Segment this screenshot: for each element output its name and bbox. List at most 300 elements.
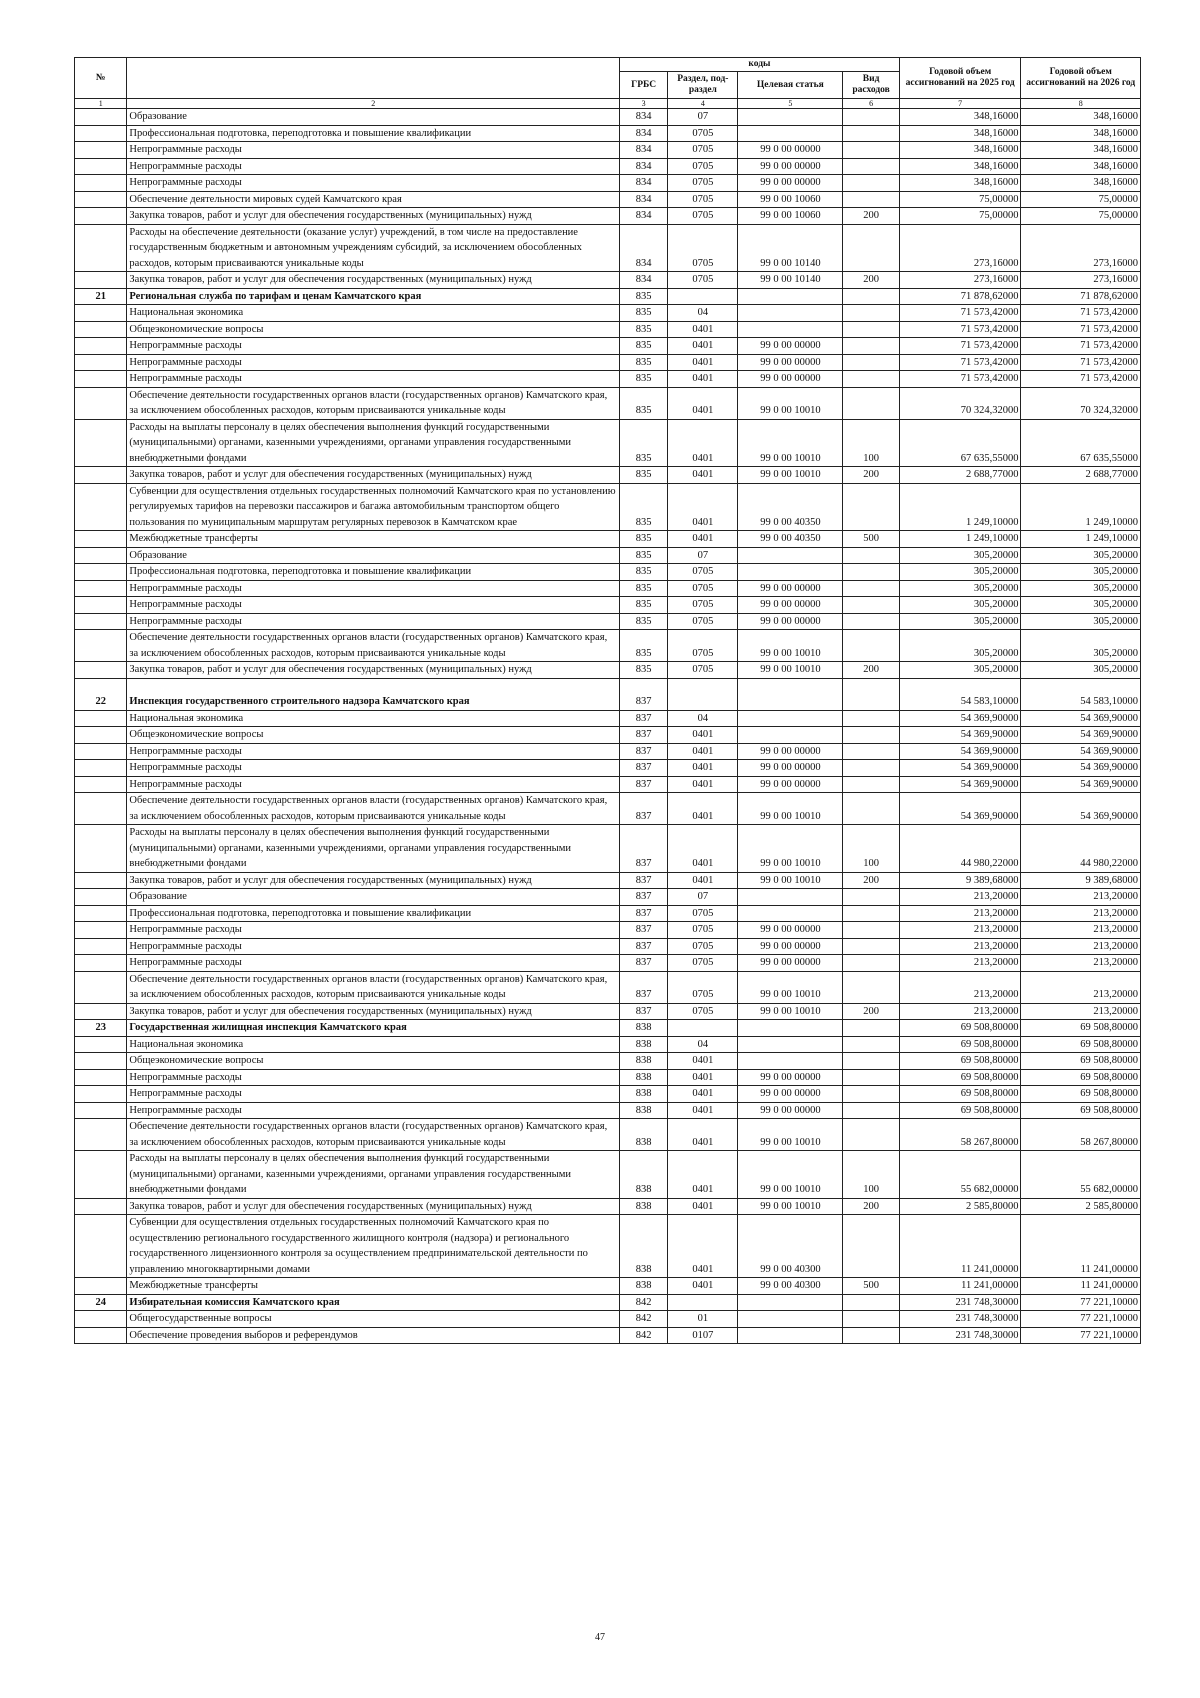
row-section: 0401: [668, 727, 738, 744]
row-target: 99 0 00 00000: [738, 354, 843, 371]
row-target: 99 0 00 10010: [738, 1119, 843, 1151]
row-vol-2025: 11 241,00000: [899, 1278, 1021, 1295]
row-vol-2026: 69 508,80000: [1021, 1086, 1141, 1103]
row-section: 0401: [668, 371, 738, 388]
row-kind: [843, 1327, 900, 1344]
row-vol-2026: 348,16000: [1021, 109, 1141, 126]
row-number: [75, 889, 127, 906]
row-vol-2025: 9 389,68000: [899, 872, 1021, 889]
row-vol-2026: 54 369,90000: [1021, 743, 1141, 760]
table-row: [75, 338, 1141, 355]
table-row: [75, 1311, 1141, 1328]
row-name: Общегосударственные вопросы: [127, 1311, 620, 1328]
row-vol-2025: 305,20000: [899, 547, 1021, 564]
row-target: [738, 109, 843, 126]
row-vol-2025: 70 324,32000: [899, 387, 1021, 419]
table-row: [75, 1278, 1141, 1295]
row-number: [75, 483, 127, 531]
row-section: 0705: [668, 938, 738, 955]
row-section: 0705: [668, 142, 738, 159]
table-row: [75, 760, 1141, 777]
row-vol-2026: 213,20000: [1021, 955, 1141, 972]
row-section: 0705: [668, 955, 738, 972]
table-row: [75, 580, 1141, 597]
row-target: [738, 889, 843, 906]
row-vol-2025: 75,00000: [899, 191, 1021, 208]
row-vol-2026: 71 573,42000: [1021, 338, 1141, 355]
row-number: [75, 1069, 127, 1086]
table-row: [75, 191, 1141, 208]
row-kind: [843, 158, 900, 175]
row-vol-2025: 67 635,55000: [899, 419, 1021, 467]
row-kind: [843, 305, 900, 322]
row-vol-2026: 77 221,10000: [1021, 1311, 1141, 1328]
row-kind: [843, 354, 900, 371]
row-kind: 200: [843, 662, 900, 679]
row-target: 99 0 00 10010: [738, 971, 843, 1003]
row-vol-2025: 71 573,42000: [899, 305, 1021, 322]
row-kind: 200: [843, 272, 900, 289]
row-vol-2026: 305,20000: [1021, 564, 1141, 581]
row-number: [75, 419, 127, 467]
row-vol-2026: 1 249,10000: [1021, 531, 1141, 548]
row-kind: [843, 142, 900, 159]
row-section: 0705: [668, 208, 738, 225]
row-vol-2025: 305,20000: [899, 580, 1021, 597]
row-number: [75, 727, 127, 744]
row-section: 0401: [668, 387, 738, 419]
row-vol-2025: 69 508,80000: [899, 1086, 1021, 1103]
row-number: [75, 1198, 127, 1215]
row-vol-2025: 69 508,80000: [899, 1020, 1021, 1037]
table-row: [75, 678, 1141, 710]
row-name: Непрограммные расходы: [127, 175, 620, 192]
row-kind: [843, 1311, 900, 1328]
row-vol-2025: 213,20000: [899, 955, 1021, 972]
table-row: [75, 158, 1141, 175]
table-row: [75, 321, 1141, 338]
table-row: [75, 727, 1141, 744]
row-grbs: 834: [620, 208, 668, 225]
row-section: 0401: [668, 338, 738, 355]
row-name: Обеспечение деятельности государственных органов власти (государственных органов) Камчатского края, за исключением обособленных расходов, которым присваиваются уникальные коды: [127, 793, 620, 825]
table-row: [75, 1119, 1141, 1151]
row-section: 0401: [668, 354, 738, 371]
row-name: Межбюджетные трансферты: [127, 1278, 620, 1295]
row-section: 0401: [668, 1102, 738, 1119]
row-section: 0401: [668, 467, 738, 484]
row-target: [738, 564, 843, 581]
table-row: [75, 905, 1141, 922]
row-target: 99 0 00 00000: [738, 1086, 843, 1103]
row-number: [75, 1151, 127, 1199]
row-grbs: 842: [620, 1311, 668, 1328]
table-row: [75, 1069, 1141, 1086]
row-number: [75, 922, 127, 939]
row-grbs: 835: [620, 338, 668, 355]
row-kind: [843, 727, 900, 744]
row-name: Обеспечение деятельности государственных органов власти (государственных органов) Камчатского края, за исключением обособленных расходов, которым присваиваются уникальные коды: [127, 1119, 620, 1151]
table-row: [75, 872, 1141, 889]
row-target: 99 0 00 10010: [738, 825, 843, 873]
row-target: [738, 727, 843, 744]
row-grbs: 837: [620, 971, 668, 1003]
row-name: Непрограммные расходы: [127, 760, 620, 777]
row-vol-2026: 213,20000: [1021, 905, 1141, 922]
table-row: [75, 387, 1141, 419]
row-vol-2026: 55 682,00000: [1021, 1151, 1141, 1199]
row-grbs: 837: [620, 710, 668, 727]
row-name: Закупка товаров, работ и услуг для обеспечения государственных (муниципальных) нужд: [127, 1003, 620, 1020]
row-section: 0401: [668, 872, 738, 889]
row-kind: [843, 288, 900, 305]
table-row: [75, 483, 1141, 531]
header-target: Целевая статья: [738, 72, 843, 99]
table-row: [75, 305, 1141, 322]
row-kind: [843, 1086, 900, 1103]
row-number: [75, 905, 127, 922]
row-vol-2025: 348,16000: [899, 175, 1021, 192]
row-grbs: 835: [620, 419, 668, 467]
row-grbs: 837: [620, 889, 668, 906]
row-name: Обеспечение деятельности государственных органов власти (государственных органов) Камчатского края, за исключением обособленных расходов, которым присваиваются уникальные коды: [127, 971, 620, 1003]
row-vol-2026: 75,00000: [1021, 208, 1141, 225]
row-kind: 200: [843, 467, 900, 484]
row-vol-2025: 55 682,00000: [899, 1151, 1021, 1199]
row-target: 99 0 00 10010: [738, 662, 843, 679]
row-section: 0705: [668, 971, 738, 1003]
row-section: [668, 1020, 738, 1037]
table-row: [75, 597, 1141, 614]
row-target: 99 0 00 00000: [738, 142, 843, 159]
row-target: 99 0 00 00000: [738, 371, 843, 388]
row-grbs: 834: [620, 125, 668, 142]
row-number: [75, 938, 127, 955]
row-number: [75, 371, 127, 388]
table-row: [75, 531, 1141, 548]
row-kind: [843, 678, 900, 710]
row-vol-2025: 213,20000: [899, 938, 1021, 955]
row-name: Образование: [127, 889, 620, 906]
row-grbs: 835: [620, 467, 668, 484]
row-grbs: 837: [620, 678, 668, 710]
row-number: [75, 1086, 127, 1103]
row-kind: [843, 1215, 900, 1278]
row-vol-2026: 71 573,42000: [1021, 371, 1141, 388]
row-target: [738, 905, 843, 922]
header-name: [127, 58, 620, 99]
row-number: [75, 710, 127, 727]
row-target: 99 0 00 10010: [738, 419, 843, 467]
row-target: 99 0 00 40300: [738, 1278, 843, 1295]
row-kind: [843, 547, 900, 564]
row-number: [75, 1003, 127, 1020]
row-kind: 200: [843, 1003, 900, 1020]
header-num: №: [75, 58, 127, 99]
row-section: 0705: [668, 662, 738, 679]
row-section: 0705: [668, 125, 738, 142]
row-grbs: 838: [620, 1020, 668, 1037]
row-grbs: 838: [620, 1198, 668, 1215]
row-vol-2025: 2 585,80000: [899, 1198, 1021, 1215]
row-target: 99 0 00 00000: [738, 1102, 843, 1119]
row-grbs: 837: [620, 793, 668, 825]
row-section: 0401: [668, 760, 738, 777]
row-kind: [843, 483, 900, 531]
row-vol-2025: 44 980,22000: [899, 825, 1021, 873]
row-name: Непрограммные расходы: [127, 955, 620, 972]
row-name: Непрограммные расходы: [127, 938, 620, 955]
row-name: Образование: [127, 109, 620, 126]
row-grbs: 838: [620, 1036, 668, 1053]
row-name: Избирательная комиссия Камчатского края: [127, 1294, 620, 1311]
row-vol-2025: 305,20000: [899, 564, 1021, 581]
row-number: [75, 272, 127, 289]
row-section: 04: [668, 710, 738, 727]
header-vol-2025: Годовой объем ассигнований на 2025 год: [899, 58, 1021, 99]
row-kind: [843, 371, 900, 388]
row-number: [75, 825, 127, 873]
table-row: [75, 1102, 1141, 1119]
row-kind: [843, 321, 900, 338]
row-grbs: 842: [620, 1294, 668, 1311]
row-section: 0705: [668, 564, 738, 581]
row-section: 0401: [668, 1278, 738, 1295]
row-vol-2025: 54 369,90000: [899, 710, 1021, 727]
row-number: 24: [75, 1294, 127, 1311]
row-vol-2026: 54 369,90000: [1021, 793, 1141, 825]
row-vol-2025: 348,16000: [899, 142, 1021, 159]
row-number: [75, 208, 127, 225]
table-row: [75, 175, 1141, 192]
row-number: [75, 387, 127, 419]
table-row: [75, 710, 1141, 727]
row-vol-2026: 54 583,10000: [1021, 678, 1141, 710]
row-name: Непрограммные расходы: [127, 776, 620, 793]
row-section: 0401: [668, 1086, 738, 1103]
row-target: 99 0 00 00000: [738, 1069, 843, 1086]
row-name: Непрограммные расходы: [127, 613, 620, 630]
row-name: Национальная экономика: [127, 710, 620, 727]
row-grbs: 835: [620, 387, 668, 419]
row-number: [75, 564, 127, 581]
row-target: 99 0 00 10140: [738, 224, 843, 272]
row-target: 99 0 00 10010: [738, 1003, 843, 1020]
row-number: [75, 597, 127, 614]
row-vol-2026: 54 369,90000: [1021, 776, 1141, 793]
row-grbs: 838: [620, 1069, 668, 1086]
row-kind: [843, 1020, 900, 1037]
table-row: [75, 1198, 1141, 1215]
row-section: 0705: [668, 175, 738, 192]
colnum: 8: [1021, 99, 1141, 109]
row-vol-2026: 273,16000: [1021, 272, 1141, 289]
row-grbs: 834: [620, 224, 668, 272]
row-vol-2026: 54 369,90000: [1021, 727, 1141, 744]
row-name: Расходы на обеспечение деятельности (оказание услуг) учреждений, в том числе на предоставление государственным бюджетным и автономным учреждениям субсидий, за исключением обособленных расходов, которым присваиваются уникальные коды: [127, 224, 620, 272]
row-vol-2025: 11 241,00000: [899, 1215, 1021, 1278]
row-vol-2025: 348,16000: [899, 158, 1021, 175]
row-target: [738, 288, 843, 305]
row-number: [75, 125, 127, 142]
row-target: [738, 321, 843, 338]
row-section: 0705: [668, 580, 738, 597]
row-vol-2026: 305,20000: [1021, 547, 1141, 564]
table-row: [75, 1020, 1141, 1037]
row-name: Непрограммные расходы: [127, 354, 620, 371]
row-section: 01: [668, 1311, 738, 1328]
row-vol-2025: 75,00000: [899, 208, 1021, 225]
row-number: [75, 224, 127, 272]
row-kind: [843, 793, 900, 825]
colnum: 1: [75, 99, 127, 109]
row-grbs: 838: [620, 1086, 668, 1103]
row-grbs: 835: [620, 321, 668, 338]
row-vol-2025: 305,20000: [899, 613, 1021, 630]
row-kind: [843, 938, 900, 955]
row-grbs: 835: [620, 613, 668, 630]
row-grbs: 837: [620, 760, 668, 777]
row-name: Субвенции для осуществления отдельных государственных полномочий Камчатского края по установлению регулируемых тарифов на перевозки пассажиров и багажа автомобильным транспортом общего пользования по муниципальным маршрутам регулярных перевозок в Камчатском крае: [127, 483, 620, 531]
row-grbs: 835: [620, 305, 668, 322]
row-target: [738, 1036, 843, 1053]
table-row: [75, 776, 1141, 793]
row-grbs: 835: [620, 371, 668, 388]
row-vol-2026: 58 267,80000: [1021, 1119, 1141, 1151]
row-number: [75, 305, 127, 322]
row-name: Непрограммные расходы: [127, 1102, 620, 1119]
row-section: 0401: [668, 531, 738, 548]
row-vol-2026: 44 980,22000: [1021, 825, 1141, 873]
row-kind: [843, 564, 900, 581]
row-vol-2025: 71 573,42000: [899, 338, 1021, 355]
budget-table: [74, 57, 1141, 1344]
row-kind: [843, 922, 900, 939]
table-row: [75, 1036, 1141, 1053]
table-row: [75, 825, 1141, 873]
row-name: Закупка товаров, работ и услуг для обеспечения государственных (муниципальных) нужд: [127, 208, 620, 225]
row-vol-2025: 69 508,80000: [899, 1053, 1021, 1070]
row-vol-2026: 273,16000: [1021, 224, 1141, 272]
row-kind: [843, 743, 900, 760]
row-grbs: 835: [620, 288, 668, 305]
row-kind: 200: [843, 1198, 900, 1215]
row-name: Закупка товаров, работ и услуг для обеспечения государственных (муниципальных) нужд: [127, 662, 620, 679]
row-vol-2025: 71 573,42000: [899, 371, 1021, 388]
row-name: Инспекция государственного строительного надзора Камчатского края: [127, 678, 620, 710]
row-section: 0401: [668, 743, 738, 760]
row-number: [75, 158, 127, 175]
row-kind: [843, 971, 900, 1003]
row-kind: [843, 387, 900, 419]
row-section: 0705: [668, 922, 738, 939]
table-row: [75, 1151, 1141, 1199]
row-number: [75, 109, 127, 126]
colnum: 2: [127, 99, 620, 109]
row-vol-2026: 11 241,00000: [1021, 1215, 1141, 1278]
row-number: [75, 971, 127, 1003]
row-grbs: 835: [620, 580, 668, 597]
row-target: 99 0 00 00000: [738, 175, 843, 192]
row-section: 07: [668, 547, 738, 564]
row-name: Субвенции для осуществления отдельных государственных полномочий Камчатского края по осуществлению регионального государственного жилищного контроля (надзора) и регионального государственного лицензионного контроля за осуществлением предпринимательской деятельности по управлению многоквартирными домами: [127, 1215, 620, 1278]
table-row: [75, 272, 1141, 289]
row-vol-2026: 71 573,42000: [1021, 305, 1141, 322]
row-vol-2025: 54 369,90000: [899, 776, 1021, 793]
row-number: [75, 662, 127, 679]
row-name: Профессиональная подготовка, переподготовка и повышение квалификации: [127, 905, 620, 922]
row-section: 0401: [668, 1215, 738, 1278]
row-section: 0705: [668, 630, 738, 662]
row-kind: 200: [843, 208, 900, 225]
row-number: [75, 580, 127, 597]
row-target: [738, 547, 843, 564]
row-vol-2025: 213,20000: [899, 889, 1021, 906]
row-kind: [843, 109, 900, 126]
row-vol-2026: 69 508,80000: [1021, 1102, 1141, 1119]
row-section: 0401: [668, 776, 738, 793]
row-name: Непрограммные расходы: [127, 1069, 620, 1086]
table-row: [75, 1294, 1141, 1311]
row-vol-2025: 348,16000: [899, 125, 1021, 142]
row-vol-2026: 348,16000: [1021, 175, 1141, 192]
row-number: [75, 354, 127, 371]
row-number: [75, 1327, 127, 1344]
row-number: 23: [75, 1020, 127, 1037]
row-kind: [843, 776, 900, 793]
row-target: 99 0 00 10010: [738, 1151, 843, 1199]
row-vol-2025: 54 369,90000: [899, 760, 1021, 777]
row-grbs: 835: [620, 483, 668, 531]
row-vol-2025: 58 267,80000: [899, 1119, 1021, 1151]
row-vol-2026: 54 369,90000: [1021, 710, 1141, 727]
table-row: [75, 419, 1141, 467]
row-section: 0705: [668, 1003, 738, 1020]
row-vol-2025: 213,20000: [899, 1003, 1021, 1020]
row-target: 99 0 00 10140: [738, 272, 843, 289]
row-kind: [843, 338, 900, 355]
table-row: [75, 142, 1141, 159]
row-grbs: 838: [620, 1053, 668, 1070]
row-section: 04: [668, 1036, 738, 1053]
row-vol-2026: 348,16000: [1021, 125, 1141, 142]
row-target: 99 0 00 00000: [738, 955, 843, 972]
row-section: [668, 678, 738, 710]
table-row: [75, 288, 1141, 305]
table-row: [75, 889, 1141, 906]
table-row: [75, 1327, 1141, 1344]
row-grbs: 838: [620, 1119, 668, 1151]
row-vol-2026: 1 249,10000: [1021, 483, 1141, 531]
row-vol-2026: 54 369,90000: [1021, 760, 1141, 777]
row-kind: 500: [843, 1278, 900, 1295]
table-row: [75, 1053, 1141, 1070]
row-target: [738, 710, 843, 727]
row-vol-2025: 348,16000: [899, 109, 1021, 126]
row-vol-2026: 305,20000: [1021, 662, 1141, 679]
row-grbs: 842: [620, 1327, 668, 1344]
row-vol-2026: 75,00000: [1021, 191, 1141, 208]
table-row: [75, 662, 1141, 679]
row-target: 99 0 00 00000: [738, 776, 843, 793]
row-grbs: 837: [620, 825, 668, 873]
row-vol-2026: 2 585,80000: [1021, 1198, 1141, 1215]
row-grbs: 834: [620, 109, 668, 126]
table-row: [75, 1086, 1141, 1103]
row-kind: [843, 580, 900, 597]
row-section: 0401: [668, 1053, 738, 1070]
row-grbs: 835: [620, 547, 668, 564]
